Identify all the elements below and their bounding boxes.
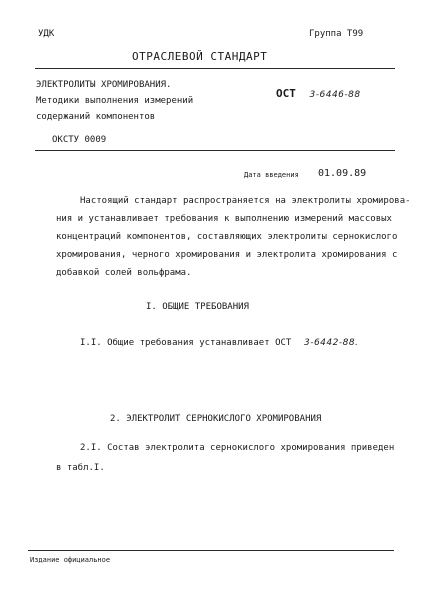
- section-2-line-1: 2.I. Состав электролита сернокислого хромирования приведен: [80, 443, 395, 453]
- section-1-heading: I. ОБЩИЕ ТРЕБОВАНИЯ: [146, 302, 249, 312]
- section-1-item-ref: 3-6442-88.: [303, 338, 359, 348]
- intro-line-4: хромирования, черного хромирования и электролита хромирования с: [56, 250, 398, 260]
- footer-rule: [28, 550, 394, 551]
- title-rule: [35, 68, 395, 69]
- intro-line-1: Настоящий стандарт распространяется на электролиты хромирова-: [80, 196, 411, 206]
- intro-line-5: добавкой солей вольфрама.: [56, 268, 192, 278]
- subject-line-2: Методики выполнения измерений: [36, 96, 194, 106]
- header-bottom-rule: [35, 150, 395, 151]
- date-value: 01.09.89: [318, 168, 367, 179]
- standard-prefix: ОСТ: [276, 87, 296, 100]
- standard-number: [276, 82, 361, 101]
- standard-number-value: 3-6446-88: [309, 90, 361, 100]
- document-title: ОТРАСЛЕВОЙ СТАНДАРТ: [132, 50, 268, 63]
- section-1-item-text: I.I. Общие требования устанавливает ОСТ: [80, 338, 292, 348]
- section-2-heading: 2. ЭЛЕКТРОЛИТ СЕРНОКИСЛОГО ХРОМИРОВАНИЯ: [110, 414, 322, 424]
- group-label: Группа Т99: [309, 29, 364, 39]
- subject-line-1: ЭЛЕКТРОЛИТЫ ХРОМИРОВАНИЯ.: [36, 80, 172, 90]
- classifier-code: ОКСТУ 0009: [52, 135, 107, 145]
- subject-line-3: содержаний компонентов: [36, 112, 156, 122]
- udk-label: УДК: [38, 29, 55, 39]
- intro-line-3: концентраций компонентов, составляющих электролиты сернокислого: [56, 232, 398, 242]
- section-1-item: [80, 330, 358, 349]
- intro-line-2: ния и устанавливает требования к выполнению измерений массовых: [56, 214, 392, 224]
- edition-note: Издание официальное: [30, 556, 111, 564]
- date-label: Дата введения: [244, 171, 299, 179]
- section-2-line-2: в табл.I.: [56, 463, 105, 473]
